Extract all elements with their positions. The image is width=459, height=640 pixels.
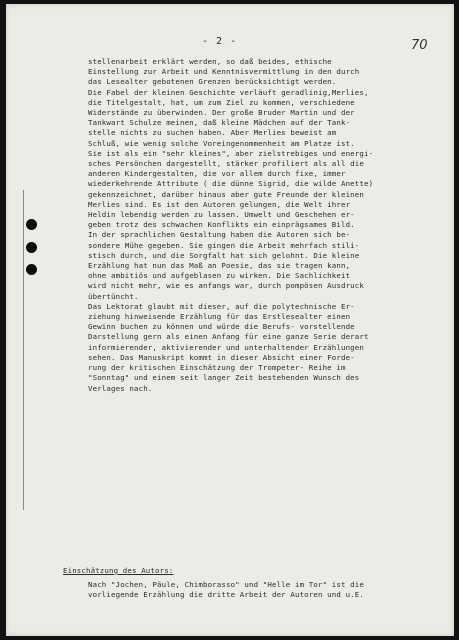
text-line: vorliegende Erzählung die dritte Arbeit der Autoren und u.E.: [88, 590, 364, 600]
text-line: Das Lektorat glaubt mit dieser, auf die polytechnische Er-: [88, 301, 355, 311]
text-line: Sie ist als ein "sehr kleines", aber zielstrebiges und energi-: [88, 148, 374, 158]
text-line: sondere Mühe gegeben. Sie gingen die Arbeit mehrfach stili-: [88, 240, 360, 250]
paragraph-2: [88, 88, 433, 231]
text-line: die Titelgestalt, hat, um zum Ziel zu kommen, verschiedene: [88, 97, 355, 107]
text-line: Gewinn buchen zu können und würde die Berufs- vorstellende: [88, 322, 355, 332]
text-line: Die Fabel der kleinen Geschichte verläuft geradlinig,Merlies,: [88, 87, 369, 97]
punch-hole-icon: [26, 219, 37, 230]
paragraph-1: [88, 57, 433, 88]
text-line: "Sonntag" und einem seit langer Zeit bestehenden Wunsch des: [88, 373, 360, 383]
page-number: - 2 -: [202, 36, 238, 47]
text-line: stelle nichts zu suchen haben. Aber Merlies beweist am: [88, 128, 337, 138]
text-line: ohne ambitiös und aufgeblasen zu wirken. Die Sachlichkeit: [88, 271, 351, 281]
punch-hole-icon: [26, 242, 37, 253]
text-line: wiederkehrende Attribute ( die dünne Sigrid, die wilde Anette): [88, 179, 374, 189]
text-line: Einstellung zur Arbeit und Kenntnisvermittlung in den durch: [88, 67, 360, 77]
text-line: rung der kritischen Einschätzung der Trompeter- Reihe im: [88, 363, 346, 373]
text-line: geben trotz des schwachen Konflikts ein einprägsames Bild.: [88, 220, 355, 230]
text-line: stisch durch, und die Sorgfalt hat sich gelohnt. Die kleine: [88, 250, 360, 260]
text-line: das Lesealter gebotenen Grenzen berücksichtigt werden.: [88, 77, 337, 87]
text-line: sehen. Das Manuskript kommt in dieser Absicht einer Forde-: [88, 352, 355, 362]
text-line: gekennzeichnet, darüber hinaus aber gute Freunde der kleinen: [88, 189, 364, 199]
text-line: stellenarbeit erklärt werden, so daß beides, ethische: [88, 57, 332, 66]
punch-hole-icon: [26, 264, 37, 275]
text-line: Heldin lebendig werden zu lassen. Umwelt und Geschehen er-: [88, 210, 355, 220]
text-line: sches Persönchen dargestellt, stärker profiliert als all die: [88, 159, 364, 169]
text-line: Tankwart Schulze meinen, daß kleine Mädchen auf der Tank-: [88, 118, 351, 128]
text-line: informierender, aktivierender und unterhaltender Erzählungen: [88, 342, 364, 352]
text-line: ziehung hinweisende Erzählung für das Erstlesealter einen: [88, 312, 351, 322]
text-line: Widerstände zu überwinden. Der große Bruder Martin und der: [88, 108, 355, 118]
text-line: anderen Kindergestalten, die vor allem durch fixe, immer: [88, 169, 346, 179]
margin-rule: [23, 190, 24, 510]
document-body-continued: [88, 580, 433, 600]
text-line: Nach "Jochen, Päule, Chimborasso" und "Helle im Tor" ist die: [88, 580, 364, 589]
text-line: Merlies sind. Es ist den Autoren gelungen, die Welt ihrer: [88, 199, 351, 209]
paragraph-3: [88, 230, 433, 301]
folio-number: 70: [411, 38, 428, 53]
text-line: wird nicht mehr, wie es anfangs war, durch pompösen Ausdruck: [88, 281, 364, 291]
document-body: [88, 57, 433, 394]
paragraph-5: [88, 580, 433, 600]
text-line: Darstellung gern als einen Anfang für eine ganze Serie derart: [88, 332, 369, 342]
text-line: übertüncht.: [88, 291, 139, 301]
section-heading: Einschätzung des Autors:: [63, 566, 174, 575]
text-line: In der sprachlichen Gestaltung haben die Autoren sich be-: [88, 230, 351, 240]
text-line: Schluß, wie wenig solche Voreingenommenheit am Platze ist.: [88, 138, 355, 148]
text-line: Verlages nach.: [88, 383, 153, 393]
paragraph-4: [88, 302, 433, 394]
text-line: Erzählung hat nun das Maß an Poesie, das sie tragen kann,: [88, 261, 351, 271]
